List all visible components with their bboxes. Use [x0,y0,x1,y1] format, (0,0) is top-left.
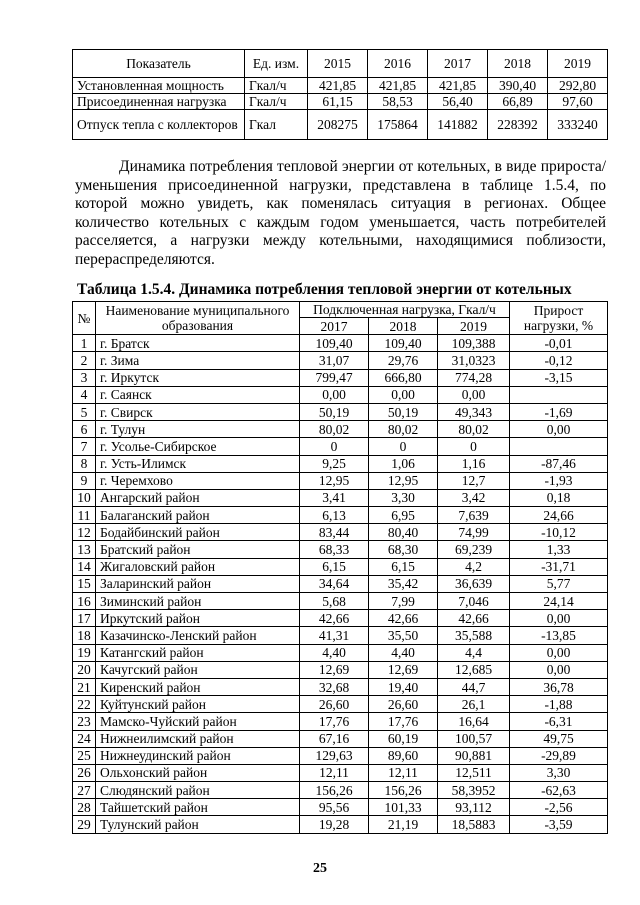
header-unit: Ед. изм. [245,50,308,78]
load-2019-cell: 7,046 [438,593,510,610]
header-num: № [73,302,96,335]
municipality-cell: Куйтунский район [96,696,300,713]
num-cell: 15 [73,575,96,592]
power-summary-table [72,49,608,140]
load-2019-cell: 16,64 [438,713,510,730]
load-2017-cell: 3,41 [300,489,369,506]
num-cell: 20 [73,661,96,678]
table-row [73,730,608,747]
num-cell: 14 [73,558,96,575]
load-2019-cell: 1,16 [438,455,510,472]
growth-cell: -0,12 [510,352,608,369]
load-2017-cell: 95,56 [300,799,369,816]
load-2017-cell: 50,19 [300,403,369,420]
load-2018-cell: 89,60 [369,747,438,764]
num-cell: 17 [73,610,96,627]
load-2017-cell: 83,44 [300,524,369,541]
page-number: 25 [313,861,327,876]
body-paragraph: Динамика потребления тепловой энергии от котельных, в виде прироста/уменьшения присоединенной нагрузки, представлена в таблице 1.5.4, по которой можно увидеть, как поменялась ситуация в регионах. Общее количество котельных с каждым годом уменьшается, часть потребителей расселяется, а нагрузки между котельными, находящимися поблизости, перераспределяются. [75,158,606,268]
growth-cell: 3,30 [510,764,608,781]
header-year-2019: 2019 [548,50,608,78]
table-row [73,438,608,455]
municipality-cell: г. Саянск [96,386,300,403]
municipality-cell: Нижнеилимский район [96,730,300,747]
value-cell: 58,53 [368,94,428,110]
table-row [73,593,608,610]
load-2019-cell: 31,0323 [438,352,510,369]
growth-cell: 0,00 [510,610,608,627]
num-cell: 16 [73,593,96,610]
load-2018-cell: 3,30 [369,489,438,506]
num-cell: 19 [73,644,96,661]
growth-cell: -1,88 [510,696,608,713]
value-cell: 56,40 [428,94,488,110]
unit-cell: Гкал [245,110,308,140]
load-2018-cell: 109,40 [369,335,438,352]
load-2019-cell: 109,388 [438,335,510,352]
load-2017-cell: 12,69 [300,661,369,678]
value-cell: 208275 [308,110,368,140]
num-cell: 26 [73,764,96,781]
municipality-cell: Жигаловский район [96,558,300,575]
load-2019-cell: 42,66 [438,610,510,627]
value-cell: 228392 [488,110,548,140]
value-cell: 390,40 [488,78,548,94]
growth-cell: -3,15 [510,369,608,386]
table-row [73,369,608,386]
table-row [73,352,608,369]
municipality-cell: г. Братск [96,335,300,352]
load-2019-cell: 4,4 [438,644,510,661]
growth-cell [510,386,608,403]
growth-cell: -1,93 [510,472,608,489]
load-2018-cell: 12,69 [369,661,438,678]
load-2018-cell: 6,15 [369,558,438,575]
growth-cell: -6,31 [510,713,608,730]
growth-cell: 24,14 [510,593,608,610]
growth-cell: 49,75 [510,730,608,747]
municipality-cell: Балаганский район [96,507,300,524]
unit-cell: Гкал/ч [245,94,308,110]
table-row [73,713,608,730]
growth-cell: -10,12 [510,524,608,541]
load-2017-cell: 109,40 [300,335,369,352]
load-2019-cell: 26,1 [438,696,510,713]
load-2019-cell: 49,343 [438,403,510,420]
growth-cell: 1,33 [510,541,608,558]
header-indicator: Показатель [73,50,245,78]
load-2019-cell: 3,42 [438,489,510,506]
load-2017-cell: 68,33 [300,541,369,558]
load-2017-cell: 41,31 [300,627,369,644]
value-cell: 175864 [368,110,428,140]
growth-cell: 0,00 [510,421,608,438]
table-row [73,386,608,403]
header-growth: Прирост нагрузки, % [510,302,608,335]
load-2019-cell: 7,639 [438,507,510,524]
table-row [73,816,608,833]
load-2017-cell: 0,00 [300,386,369,403]
load-2019-cell: 12,685 [438,661,510,678]
load-2018-cell: 0 [369,438,438,455]
num-cell: 29 [73,816,96,833]
table-row [73,558,608,575]
num-cell: 25 [73,747,96,764]
load-2019-cell: 58,3952 [438,782,510,799]
municipality-cell: Слюдянский район [96,782,300,799]
load-2017-cell: 129,63 [300,747,369,764]
num-cell: 18 [73,627,96,644]
growth-cell: -1,69 [510,403,608,420]
load-2019-cell: 74,99 [438,524,510,541]
num-cell: 21 [73,678,96,695]
num-cell: 12 [73,524,96,541]
header-year-2018: 2018 [488,50,548,78]
num-cell: 4 [73,386,96,403]
municipality-cell: Братский район [96,541,300,558]
header-year-2016: 2016 [368,50,428,78]
load-2018-cell: 12,11 [369,764,438,781]
load-2017-cell: 9,25 [300,455,369,472]
num-cell: 28 [73,799,96,816]
load-2018-cell: 80,40 [369,524,438,541]
growth-cell: -29,89 [510,747,608,764]
header-connected-load: Подключенная нагрузка, Гкал/ч [300,302,510,318]
load-2019-cell: 69,239 [438,541,510,558]
municipality-cell: Мамско-Чуйский район [96,713,300,730]
load-2018-cell: 17,76 [369,713,438,730]
municipality-cell: г. Тулун [96,421,300,438]
growth-cell: -13,85 [510,627,608,644]
load-2018-cell: 42,66 [369,610,438,627]
header-load-2017: 2017 [300,318,369,335]
num-cell: 5 [73,403,96,420]
num-cell: 23 [73,713,96,730]
load-2018-cell: 21,19 [369,816,438,833]
load-2019-cell: 93,112 [438,799,510,816]
load-2017-cell: 26,60 [300,696,369,713]
indicator-cell: Отпуск тепла с коллекторов [73,110,245,140]
header-load-2019: 2019 [438,318,510,335]
value-cell: 421,85 [428,78,488,94]
municipality-cell: г. Черемхово [96,472,300,489]
table-row [73,421,608,438]
num-cell: 11 [73,507,96,524]
load-2019-cell: 12,7 [438,472,510,489]
load-2018-cell: 0,00 [369,386,438,403]
municipality-cell: Зиминский район [96,593,300,610]
unit-cell: Гкал/ч [245,78,308,94]
table-row [73,94,608,110]
load-2017-cell: 67,16 [300,730,369,747]
municipality-cell: Качугский район [96,661,300,678]
municipality-cell: Заларинский район [96,575,300,592]
table-caption: Таблица 1.5.4. Динамика потребления тепловой энергии от котельных [77,281,572,298]
table-row [73,661,608,678]
table-row [73,747,608,764]
municipality-cell: г. Иркутск [96,369,300,386]
growth-cell: 0,18 [510,489,608,506]
load-2017-cell: 6,13 [300,507,369,524]
num-cell: 24 [73,730,96,747]
table-row [73,799,608,816]
table-row [73,678,608,695]
heat-load-header-row [73,302,608,318]
growth-cell: 5,77 [510,575,608,592]
load-2018-cell: 35,50 [369,627,438,644]
table-row [73,489,608,506]
load-2018-cell: 666,80 [369,369,438,386]
load-2019-cell: 36,639 [438,575,510,592]
table-row [73,78,608,94]
table-row [73,507,608,524]
municipality-cell: Иркутский район [96,610,300,627]
load-2017-cell: 0 [300,438,369,455]
growth-cell: 24,66 [510,507,608,524]
growth-cell: 0,00 [510,644,608,661]
value-cell: 61,15 [308,94,368,110]
load-2017-cell: 32,68 [300,678,369,695]
table-row [73,455,608,472]
table-row [73,524,608,541]
load-2018-cell: 12,95 [369,472,438,489]
num-cell: 7 [73,438,96,455]
load-2017-cell: 80,02 [300,421,369,438]
table-row [73,472,608,489]
table-row [73,335,608,352]
load-2018-cell: 1,06 [369,455,438,472]
load-2019-cell: 44,7 [438,678,510,695]
table-row [73,541,608,558]
growth-cell: 36,78 [510,678,608,695]
municipality-cell: г. Усть-Илимск [96,455,300,472]
load-2017-cell: 17,76 [300,713,369,730]
municipality-cell: г. Свирск [96,403,300,420]
growth-cell: -62,63 [510,782,608,799]
municipality-cell: Нижнеудинский район [96,747,300,764]
load-2018-cell: 35,42 [369,575,438,592]
load-2017-cell: 4,40 [300,644,369,661]
value-cell: 421,85 [368,78,428,94]
load-2019-cell: 774,28 [438,369,510,386]
num-cell: 2 [73,352,96,369]
load-2018-cell: 156,26 [369,782,438,799]
municipality-cell: Бодайбинский район [96,524,300,541]
load-2019-cell: 0,00 [438,386,510,403]
load-2017-cell: 12,11 [300,764,369,781]
num-cell: 8 [73,455,96,472]
load-2018-cell: 101,33 [369,799,438,816]
num-cell: 1 [73,335,96,352]
heat-load-dynamics-table [72,301,608,834]
municipality-cell: г. Зима [96,352,300,369]
load-2018-cell: 6,95 [369,507,438,524]
growth-cell: -0,01 [510,335,608,352]
table-row [73,610,608,627]
value-cell: 141882 [428,110,488,140]
table-row [73,110,608,140]
load-2017-cell: 42,66 [300,610,369,627]
num-cell: 6 [73,421,96,438]
load-2019-cell: 4,2 [438,558,510,575]
growth-cell: -87,46 [510,455,608,472]
indicator-cell: Установленная мощность [73,78,245,94]
value-cell: 292,80 [548,78,608,94]
load-2019-cell: 35,588 [438,627,510,644]
table-row [73,644,608,661]
value-cell: 66,89 [488,94,548,110]
municipality-cell: Ангарский район [96,489,300,506]
power-summary-header-row [73,50,608,78]
num-cell: 22 [73,696,96,713]
load-2019-cell: 18,5883 [438,816,510,833]
load-2017-cell: 31,07 [300,352,369,369]
table-row [73,696,608,713]
table-row [73,403,608,420]
num-cell: 3 [73,369,96,386]
load-2017-cell: 34,64 [300,575,369,592]
load-2018-cell: 29,76 [369,352,438,369]
table-row [73,627,608,644]
load-2017-cell: 5,68 [300,593,369,610]
load-2018-cell: 4,40 [369,644,438,661]
load-2017-cell: 156,26 [300,782,369,799]
value-cell: 97,60 [548,94,608,110]
municipality-cell: Тайшетский район [96,799,300,816]
load-2017-cell: 799,47 [300,369,369,386]
municipality-cell: Ольхонский район [96,764,300,781]
growth-cell [510,438,608,455]
load-2018-cell: 60,19 [369,730,438,747]
municipality-cell: г. Усолье-Сибирское [96,438,300,455]
growth-cell: -31,71 [510,558,608,575]
header-year-2015: 2015 [308,50,368,78]
load-2018-cell: 7,99 [369,593,438,610]
load-2019-cell: 90,881 [438,747,510,764]
load-2019-cell: 100,57 [438,730,510,747]
load-2019-cell: 12,511 [438,764,510,781]
load-2017-cell: 19,28 [300,816,369,833]
load-2019-cell: 80,02 [438,421,510,438]
value-cell: 421,85 [308,78,368,94]
load-2019-cell: 0 [438,438,510,455]
load-2018-cell: 50,19 [369,403,438,420]
load-2018-cell: 68,30 [369,541,438,558]
num-cell: 27 [73,782,96,799]
growth-cell: 0,00 [510,661,608,678]
num-cell: 13 [73,541,96,558]
value-cell: 333240 [548,110,608,140]
municipality-cell: Казачинско-Ленский район [96,627,300,644]
growth-cell: -3,59 [510,816,608,833]
num-cell: 9 [73,472,96,489]
header-load-2018: 2018 [369,318,438,335]
header-year-2017: 2017 [428,50,488,78]
municipality-cell: Катангский район [96,644,300,661]
municipality-cell: Тулунский район [96,816,300,833]
load-2018-cell: 19,40 [369,678,438,695]
load-2017-cell: 12,95 [300,472,369,489]
table-row [73,575,608,592]
num-cell: 10 [73,489,96,506]
load-2018-cell: 26,60 [369,696,438,713]
table-row [73,782,608,799]
table-row [73,764,608,781]
header-municipality: Наименование муниципального образования [96,302,300,335]
municipality-cell: Киренский район [96,678,300,695]
growth-cell: -2,56 [510,799,608,816]
load-2018-cell: 80,02 [369,421,438,438]
load-2017-cell: 6,15 [300,558,369,575]
indicator-cell: Присоединенная нагрузка [73,94,245,110]
